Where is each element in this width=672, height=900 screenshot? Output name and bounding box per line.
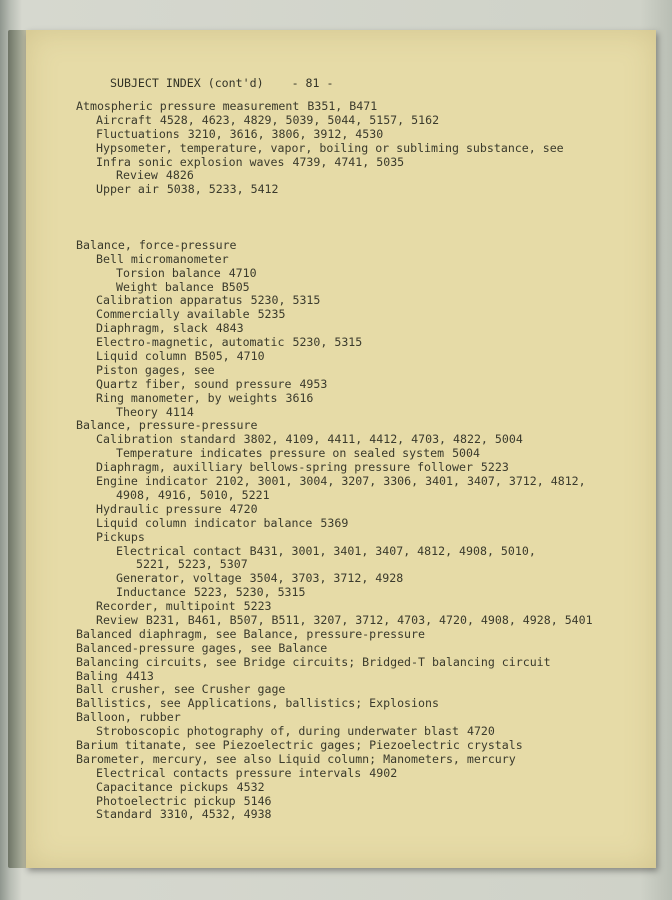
index-entry bbox=[76, 378, 593, 392]
index-entry bbox=[76, 642, 593, 656]
index-references: 2102, 3001, 3004, 3207, 3306, 3401, 3407, 3712, 4812, bbox=[215, 474, 586, 489]
index-entry bbox=[76, 586, 593, 600]
index-references: 4532 bbox=[236, 779, 265, 794]
index-term: Piston gages, see bbox=[96, 362, 215, 377]
index-entry bbox=[76, 364, 593, 378]
index-term: Fluctuations bbox=[96, 126, 180, 141]
index-references: 4710 bbox=[228, 265, 257, 280]
index-entry bbox=[76, 517, 593, 531]
index-term: Barometer, mercury, see also Liquid column; Manometers, mercury bbox=[76, 751, 516, 766]
index-term: Engine indicator bbox=[96, 474, 208, 489]
index-term: Barium titanate, see Piezoelectric gages; Piezoelectric crystals bbox=[76, 737, 523, 752]
index-term: Electrical contacts pressure intervals bbox=[96, 765, 362, 780]
index-term: Standard bbox=[96, 807, 152, 822]
index-term: Diaphragm, slack bbox=[96, 321, 208, 336]
index-entry bbox=[76, 558, 593, 572]
index-term: Generator, voltage bbox=[116, 571, 242, 586]
index-term: Electrical contact bbox=[116, 543, 242, 558]
index-entry bbox=[76, 447, 593, 461]
index-references: 4843 bbox=[215, 321, 244, 336]
index-term: Upper air bbox=[96, 182, 159, 197]
index-term: Ball crusher, see Crusher gage bbox=[76, 682, 286, 697]
index-term: Baling bbox=[76, 668, 118, 683]
index-references: B231, B461, B507, B511, 3207, 3712, 4703, 4720, 4908, 4928, 5401 bbox=[145, 612, 593, 627]
index-term: Hydraulic pressure bbox=[96, 501, 222, 516]
index-references: 4720 bbox=[466, 724, 495, 739]
index-entry bbox=[76, 614, 593, 628]
index-term: Balloon, rubber bbox=[76, 710, 181, 725]
index-entry bbox=[76, 336, 593, 350]
blank-line bbox=[76, 225, 593, 239]
index-term: Commercially available bbox=[96, 307, 250, 322]
index-references: 5230, 5315 bbox=[250, 293, 321, 308]
index-references: 4114 bbox=[165, 404, 194, 419]
index-references: 4902 bbox=[369, 765, 398, 780]
index-references: 3802, 4109, 4411, 4412, 4703, 4822, 5004 bbox=[243, 432, 523, 447]
index-term: Torsion balance bbox=[116, 265, 221, 280]
index-entry bbox=[76, 433, 593, 447]
index-entry bbox=[76, 656, 593, 670]
index-entry bbox=[76, 128, 593, 142]
index-term: Balance, pressure-pressure bbox=[76, 418, 258, 433]
index-term: Temperature indicates pressure on sealed system bbox=[116, 446, 445, 461]
index-references: B505 bbox=[221, 279, 250, 294]
index-term: Electro-magnetic, automatic bbox=[96, 335, 285, 350]
index-references: 5223 bbox=[243, 599, 272, 614]
index-term: Liquid column indicator balance bbox=[96, 515, 313, 530]
index-entry bbox=[76, 531, 593, 545]
index-references: 5146 bbox=[243, 793, 272, 808]
index-references: 4826 bbox=[165, 168, 194, 183]
index-term: Aircraft bbox=[96, 112, 152, 127]
index-term: Diaphragm, auxilliary bellows-spring pressure follower bbox=[96, 460, 473, 475]
index-references: B505, 4710 bbox=[194, 349, 265, 364]
page-number: - 81 - bbox=[291, 76, 334, 90]
index-entry bbox=[76, 169, 593, 183]
index-references: 5235 bbox=[257, 307, 286, 322]
index-entry bbox=[76, 725, 593, 739]
index-term: Review bbox=[116, 168, 158, 183]
index-entry bbox=[76, 739, 593, 753]
index-references: 3504, 3703, 3712, 4928 bbox=[249, 571, 404, 586]
index-references: 3210, 3616, 3806, 3912, 4530 bbox=[187, 126, 384, 141]
index-references: 5230, 5315 bbox=[292, 335, 363, 350]
index-entry bbox=[76, 156, 593, 170]
index-term: Quartz fiber, sound pressure bbox=[96, 376, 292, 391]
index-term: Bell micromanometer bbox=[96, 251, 229, 266]
index-references: 4953 bbox=[299, 376, 328, 391]
index-references: 3616 bbox=[285, 390, 314, 405]
index-entry bbox=[76, 281, 593, 295]
index-entry bbox=[76, 545, 593, 559]
index-term: Balancing circuits, see Bridge circuits; Bridged-T balancing circuit bbox=[76, 654, 551, 669]
index-references: 3310, 4532, 4938 bbox=[159, 807, 272, 822]
index-term: Pickups bbox=[96, 529, 145, 544]
book-binding bbox=[8, 30, 28, 868]
index-entry bbox=[76, 781, 593, 795]
index-references: 4413 bbox=[125, 668, 154, 683]
index-entry bbox=[76, 308, 593, 322]
index-entry bbox=[76, 795, 593, 809]
index-entry bbox=[76, 503, 593, 517]
index-entry bbox=[76, 670, 593, 684]
index-term: Hypsometer, temperature, vapor, boiling or subliming substance, see bbox=[96, 140, 564, 155]
index-term: Ring manometer, by weights bbox=[96, 390, 278, 405]
index-references: B431, 3001, 3401, 3407, 4812, 4908, 5010, bbox=[249, 543, 536, 558]
index-page bbox=[26, 30, 656, 868]
index-entry bbox=[76, 572, 593, 586]
index-term: 4908, 4916, 5010, 5221 bbox=[116, 487, 270, 502]
index-entry bbox=[76, 600, 593, 614]
index-term: Photoelectric pickup bbox=[96, 793, 236, 808]
index-term: Stroboscopic photography of, during underwater blast bbox=[96, 724, 459, 739]
index-entry bbox=[76, 392, 593, 406]
index-term: Theory bbox=[116, 404, 158, 419]
index-entry bbox=[76, 697, 593, 711]
index-entry bbox=[76, 239, 593, 253]
index-term: Balanced diaphragm, see Balance, pressure-pressure bbox=[76, 626, 426, 641]
index-references: 5223 bbox=[480, 460, 509, 475]
index-term: Recorder, multipoint bbox=[96, 599, 236, 614]
index-entries bbox=[76, 100, 593, 822]
index-term: Review bbox=[96, 612, 138, 627]
blank-line bbox=[76, 211, 593, 225]
index-references: 4720 bbox=[229, 501, 258, 516]
index-entry bbox=[76, 628, 593, 642]
index-term: Balanced-pressure gages, see Balance bbox=[76, 640, 328, 655]
index-entry bbox=[76, 183, 593, 197]
index-entry bbox=[76, 100, 593, 114]
index-references: 4528, 4623, 4829, 5039, 5044, 5157, 5162 bbox=[159, 112, 440, 127]
index-references: B351, B471 bbox=[307, 99, 378, 113]
index-term: Balance, force-pressure bbox=[76, 237, 237, 252]
page-header bbox=[110, 76, 333, 90]
index-term: Weight balance bbox=[116, 279, 214, 294]
index-entry bbox=[76, 753, 593, 767]
index-entry bbox=[76, 489, 593, 503]
index-term: Capacitance pickups bbox=[96, 779, 229, 794]
index-entry bbox=[76, 711, 593, 725]
index-term: Atmospheric pressure measurement bbox=[76, 99, 300, 113]
index-term: Ballistics, see Applications, ballistics; Explosions bbox=[76, 696, 439, 711]
index-entry bbox=[76, 808, 593, 822]
index-entry bbox=[76, 350, 593, 364]
index-entry bbox=[76, 267, 593, 281]
index-entry bbox=[76, 475, 593, 489]
index-term: Liquid column bbox=[96, 349, 187, 364]
index-references: 5223, 5230, 5315 bbox=[193, 585, 306, 600]
index-entry bbox=[76, 322, 593, 336]
index-entry bbox=[76, 683, 593, 697]
index-references: 5369 bbox=[320, 515, 349, 530]
index-term: Infra sonic explosion waves bbox=[96, 154, 285, 169]
index-entry bbox=[76, 253, 593, 267]
index-entry bbox=[76, 114, 593, 128]
index-references: 5004 bbox=[452, 446, 480, 461]
index-entry bbox=[76, 767, 593, 781]
index-references: 5038, 5233, 5412 bbox=[166, 182, 279, 197]
index-entry bbox=[76, 294, 593, 308]
index-entry bbox=[76, 142, 593, 156]
index-term: Inductance bbox=[116, 585, 186, 600]
index-term: 5221, 5223, 5307 bbox=[136, 557, 248, 572]
page-title: SUBJECT INDEX (cont'd) bbox=[110, 76, 264, 90]
index-references: 4739, 4741, 5035 bbox=[292, 154, 405, 169]
index-entry bbox=[76, 406, 593, 420]
index-entry bbox=[76, 461, 593, 475]
blank-line bbox=[76, 197, 593, 211]
index-term: Calibration standard bbox=[96, 432, 236, 447]
index-entry bbox=[76, 419, 593, 433]
index-term: Calibration apparatus bbox=[96, 293, 243, 308]
